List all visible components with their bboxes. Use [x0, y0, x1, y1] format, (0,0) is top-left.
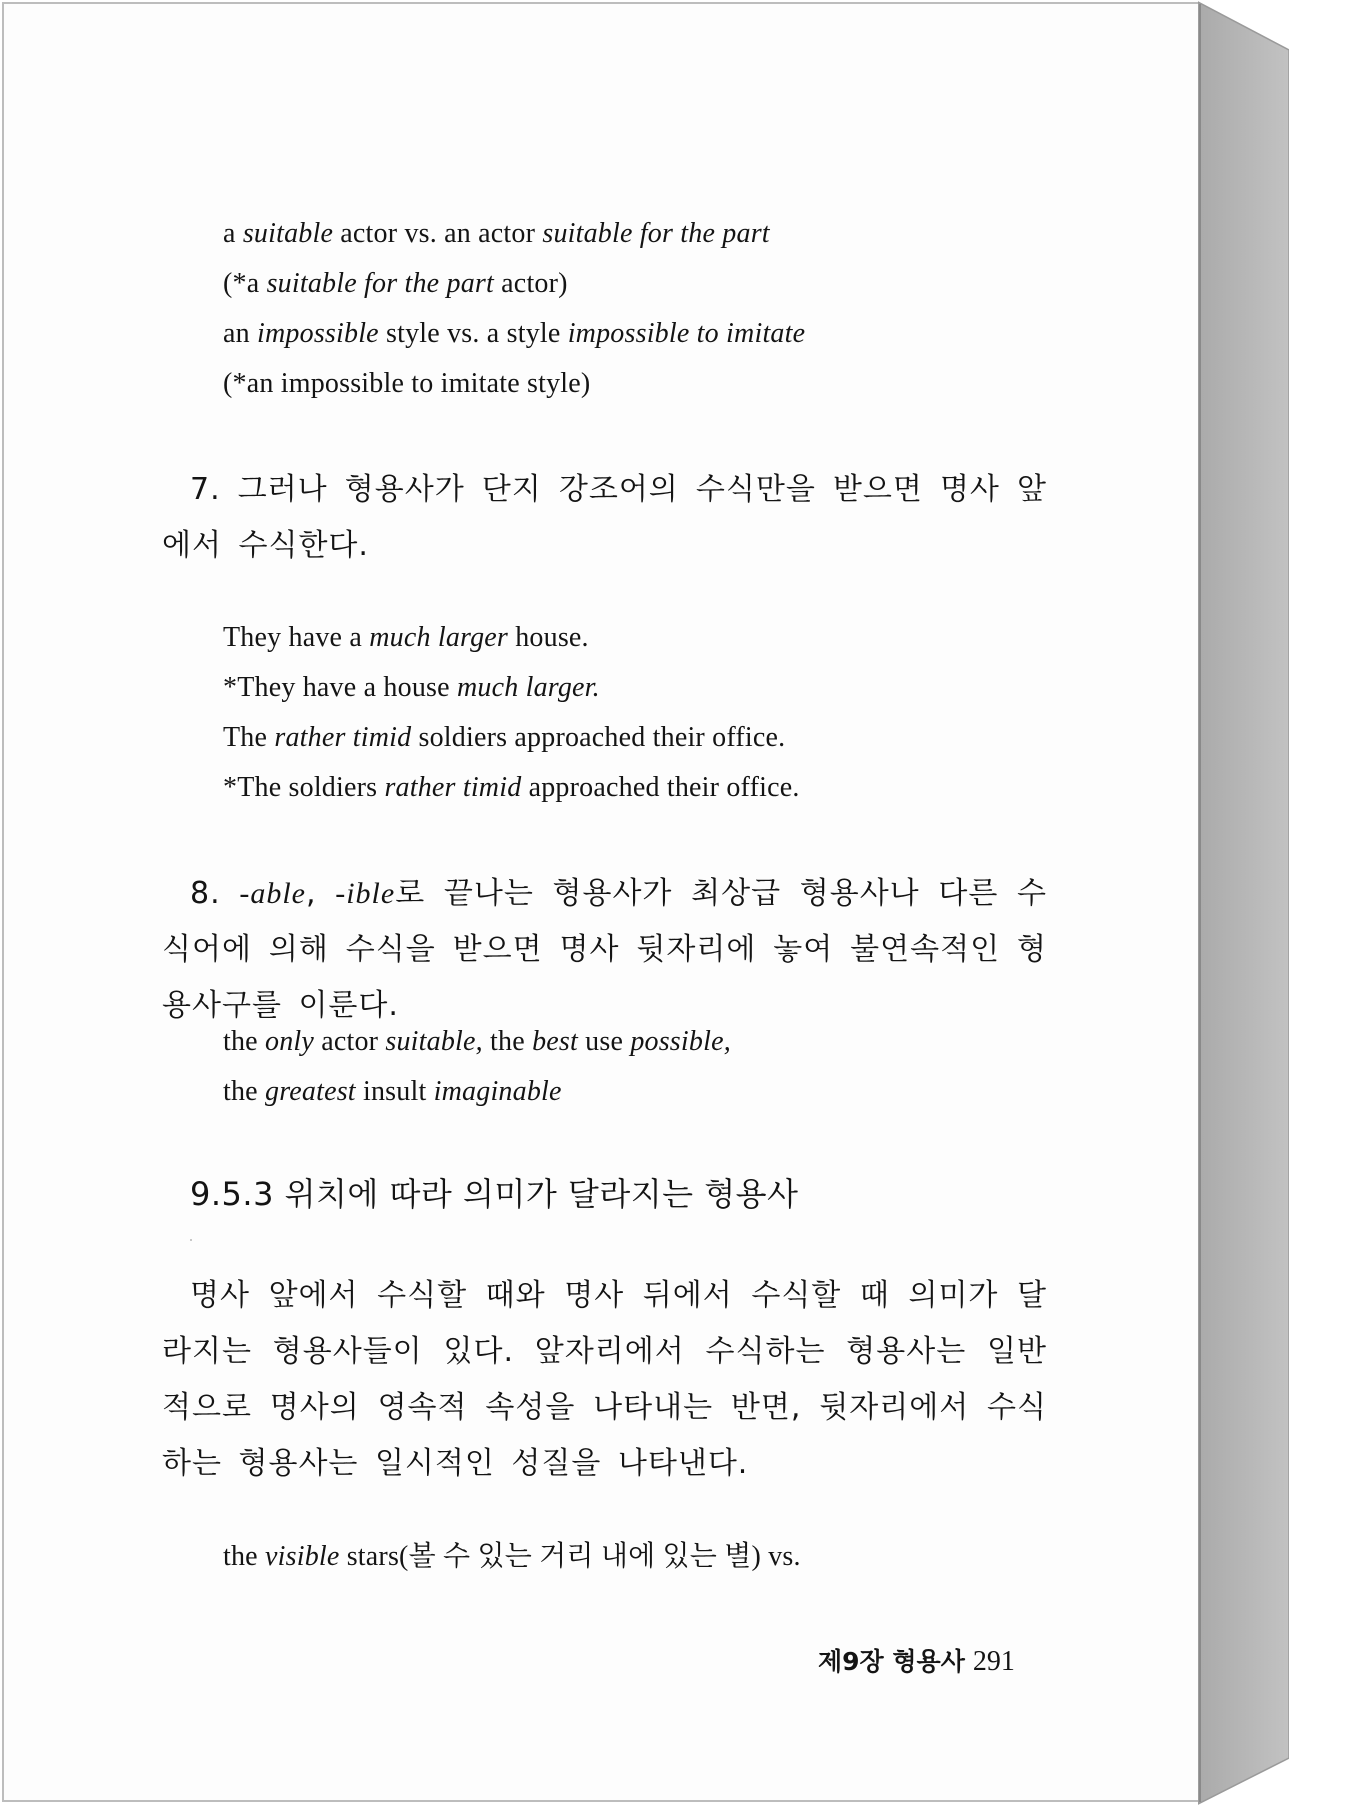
- example-text: an: [223, 318, 258, 349]
- example-text: actor vs. an actor: [333, 218, 543, 249]
- example-text: actor: [314, 1026, 386, 1057]
- example-line: [223, 268, 568, 300]
- example-text: approached their office.: [521, 772, 800, 803]
- section-paragraph: 명사 앞에서 수식할 때와 명사 뒤에서 수식할 때 의미가 달라지는 형용사들이 있다. 앞자리에서 수식하는 형용사는 일반적으로 명사의 영속적 속성을 나타내는 반면, 뒷자리에서 수식하는 형용사는 일시적인 성질을 나타낸다.: [162, 1278, 1047, 1481]
- rule-number: 8.: [190, 876, 240, 911]
- rule-8-paragraph: [162, 866, 1047, 1034]
- example-italic: much larger: [369, 622, 509, 653]
- example-text: the: [223, 1541, 266, 1572]
- example-italic: suitable for the part: [266, 268, 494, 299]
- example-text: (*an impossible to imitate style): [223, 368, 591, 399]
- example-text: The: [223, 722, 275, 753]
- example-line: [223, 368, 590, 400]
- suffix-italic: -ible: [335, 877, 396, 910]
- example-italic: only: [265, 1026, 315, 1057]
- example-line: [223, 772, 800, 804]
- example-text: (*a: [223, 268, 267, 299]
- rule-text: 로 끝나는 형용사가 최상급 형용사나 다른 수식어에 의해 수식을 받으면 명사 뒷자리에 놓여 불연속적인 형용사구를 이룬다.: [162, 876, 1047, 1023]
- suffix-italic: -able: [239, 877, 306, 910]
- example-text: soldiers approached their office.: [411, 722, 786, 753]
- example-text: *They have a house: [223, 672, 457, 703]
- example-italic: suitable for the part: [542, 218, 770, 249]
- example-italic: possible,: [630, 1026, 731, 1057]
- example-italic: impossible: [257, 318, 379, 349]
- example-line: [223, 622, 589, 654]
- scan-speck: [190, 1239, 192, 1241]
- page-number: 291: [972, 1646, 1015, 1677]
- example-text: the: [223, 1076, 266, 1107]
- example-italic: visible: [265, 1541, 340, 1572]
- example-italic: impossible to imitate: [567, 318, 806, 349]
- example-text: actor): [493, 268, 568, 299]
- example-line: [223, 318, 805, 350]
- example-text: *The soldiers: [223, 772, 385, 803]
- separator: ,: [305, 876, 336, 911]
- example-text: They have a: [223, 622, 370, 653]
- example-text: insult: [355, 1076, 434, 1107]
- section-heading: 9.5.3 위치에 따라 의미가 달라지는 형용사: [190, 1175, 799, 1213]
- example-line: [223, 1534, 801, 1574]
- example-text: the: [482, 1026, 533, 1057]
- book-spine-edge: [1198, 0, 1289, 1806]
- example-italic: rather timid: [274, 722, 412, 753]
- example-line: [223, 218, 770, 250]
- example-line: [223, 672, 600, 704]
- example-line: [223, 722, 785, 754]
- example-text: use: [577, 1026, 631, 1057]
- example-text: house.: [508, 622, 589, 653]
- example-italic: suitable,: [385, 1026, 483, 1057]
- book-page: [2, 2, 1198, 1802]
- example-text: style vs. a style: [378, 318, 568, 349]
- example-text: stars(볼 수 있는 거리 내에 있는 별) vs.: [339, 1541, 801, 1572]
- page-footer: [818, 1642, 1015, 1678]
- example-italic: imaginable: [433, 1076, 562, 1107]
- example-line: [223, 1076, 562, 1108]
- example-line: [223, 1026, 731, 1058]
- example-text: the: [223, 1026, 266, 1057]
- example-text: a: [223, 218, 243, 249]
- example-italic: suitable: [242, 218, 334, 249]
- rule-7-paragraph: 7. 그러나 형용사가 단지 강조어의 수식만을 받으면 명사 앞에서 수식한다.: [162, 472, 1047, 563]
- chapter-label: 제9장 형용사: [818, 1647, 965, 1676]
- example-italic: rather timid: [384, 772, 522, 803]
- example-italic: greatest: [265, 1076, 356, 1107]
- example-italic: best: [532, 1026, 578, 1057]
- example-italic: much larger.: [456, 672, 600, 703]
